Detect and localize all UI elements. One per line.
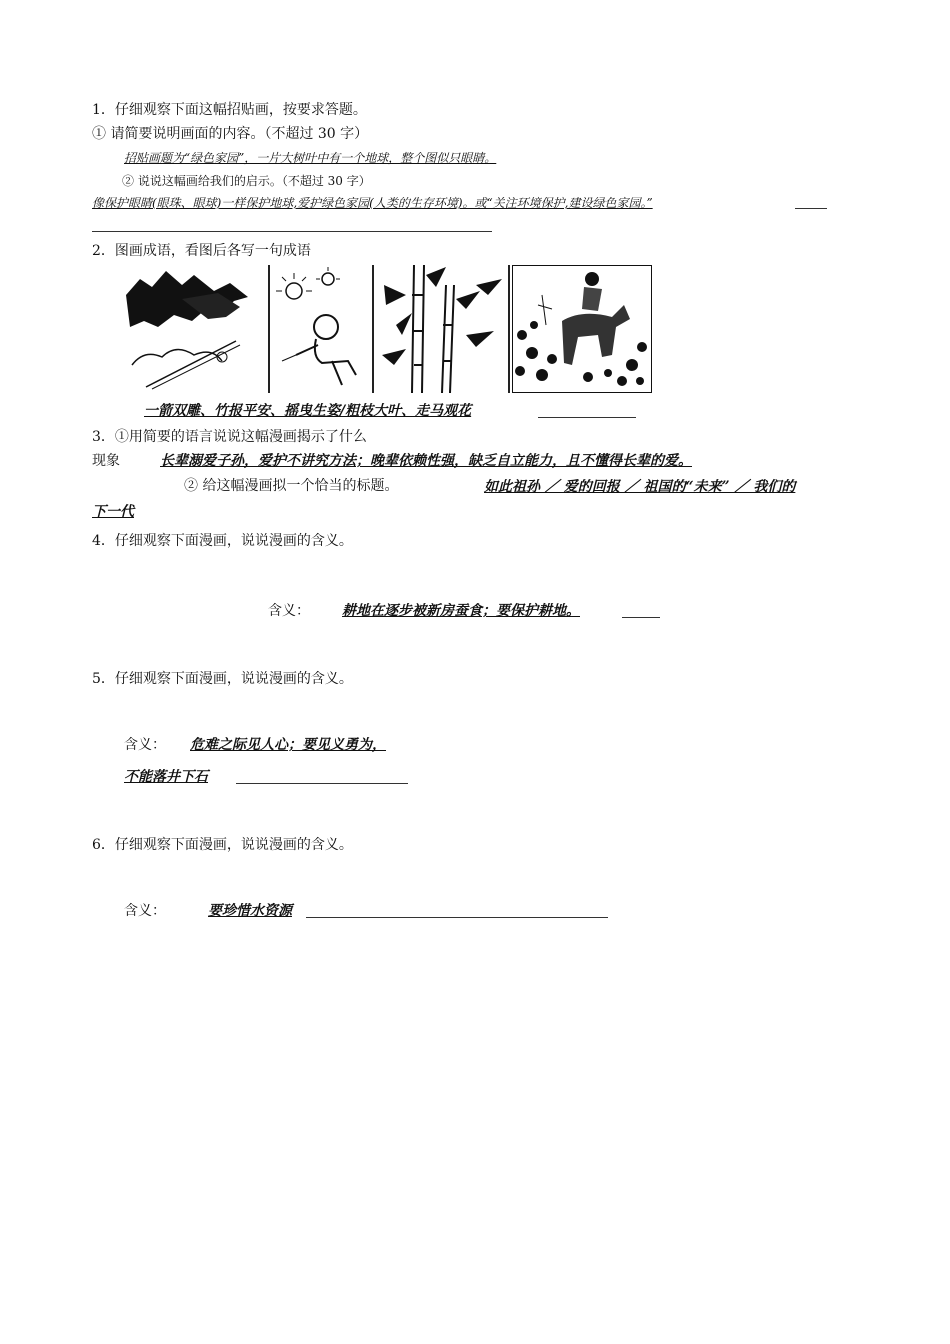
picture-divider [508, 265, 510, 393]
idiom-picture-firecracker [272, 265, 372, 393]
q6-meaning-label: 含义： [124, 903, 166, 919]
q1-answer1: 招贴画题为“绿色家园”，一片大树叶中有一个地球，整个图似只眼睛。 [124, 151, 497, 165]
answer-underline [795, 208, 827, 209]
answer-underline [236, 783, 408, 784]
answer-underline [538, 417, 636, 418]
q5-meaning-label: 含义： [124, 737, 166, 753]
idiom-picture-bamboo [376, 265, 508, 393]
idiom-picture-horse-flowers [512, 265, 652, 393]
answer-underline [622, 617, 660, 618]
q1-answer2: 像保护眼睛(眼珠、眼球)一样保护地球,爱护绿色家园(人类的生存环境)。或“关注环境保护,建设绿色家园。” [92, 196, 653, 210]
q5-title: 5．仔细观察下面漫画，说说漫画的含义。 [92, 671, 353, 687]
q6-answer: 要珍惜水资源 [208, 903, 292, 919]
q4-answer: 耕地在逐步被新房蚕食；要保护耕地。 [342, 603, 580, 619]
q5-answer-line2: 不能落井下石 [124, 769, 208, 785]
q1-title: 1．仔细观察下面这幅招贴画，按要求答题。 [92, 102, 367, 118]
q4-meaning-label: 含义： [268, 603, 310, 619]
q3-prefix: 现象 [92, 453, 120, 469]
answer-underline [306, 917, 608, 918]
picture-divider [268, 265, 270, 393]
q3-sub2: ② 给这幅漫画拟一个恰当的标题。 [184, 478, 399, 494]
q1-sub2: ② 说说这幅画给我们的启示。（不超过 30 字） [122, 174, 371, 188]
q3-title: 3．①用简要的语言说说这幅漫画揭示了什么 [92, 429, 367, 445]
q5-answer-line1: 危难之际见人心；要见义勇为， [190, 737, 386, 753]
q2-title: 2．图画成语，看图后各写一句成语 [92, 243, 311, 259]
q2-answer: 一箭双雕、竹报平安、摇曳生姿/粗枝大叶、走马观花 [144, 403, 472, 419]
q4-title: 4．仔细观察下面漫画，说说漫画的含义。 [92, 533, 353, 549]
q1-sub1: ① 请简要说明画面的内容。（不超过 30 字） [92, 126, 369, 142]
q3-answer1: 长辈溺爱子孙，爱护不讲究方法；晚辈依赖性强，缺乏自立能力，且不懂得长辈的爱。 [160, 453, 692, 469]
q3-answer2-line2: 下一代 [92, 504, 134, 520]
q6-title: 6．仔细观察下面漫画，说说漫画的含义。 [92, 837, 353, 853]
picture-divider [372, 265, 374, 393]
answer-underline [92, 231, 492, 232]
idiom-picture-arrow-eagles [122, 265, 268, 393]
q3-answer2-line1: 如此祖孙 ／ 爱的回报 ／ 祖国的“未来” ／ 我们的 [484, 479, 796, 495]
